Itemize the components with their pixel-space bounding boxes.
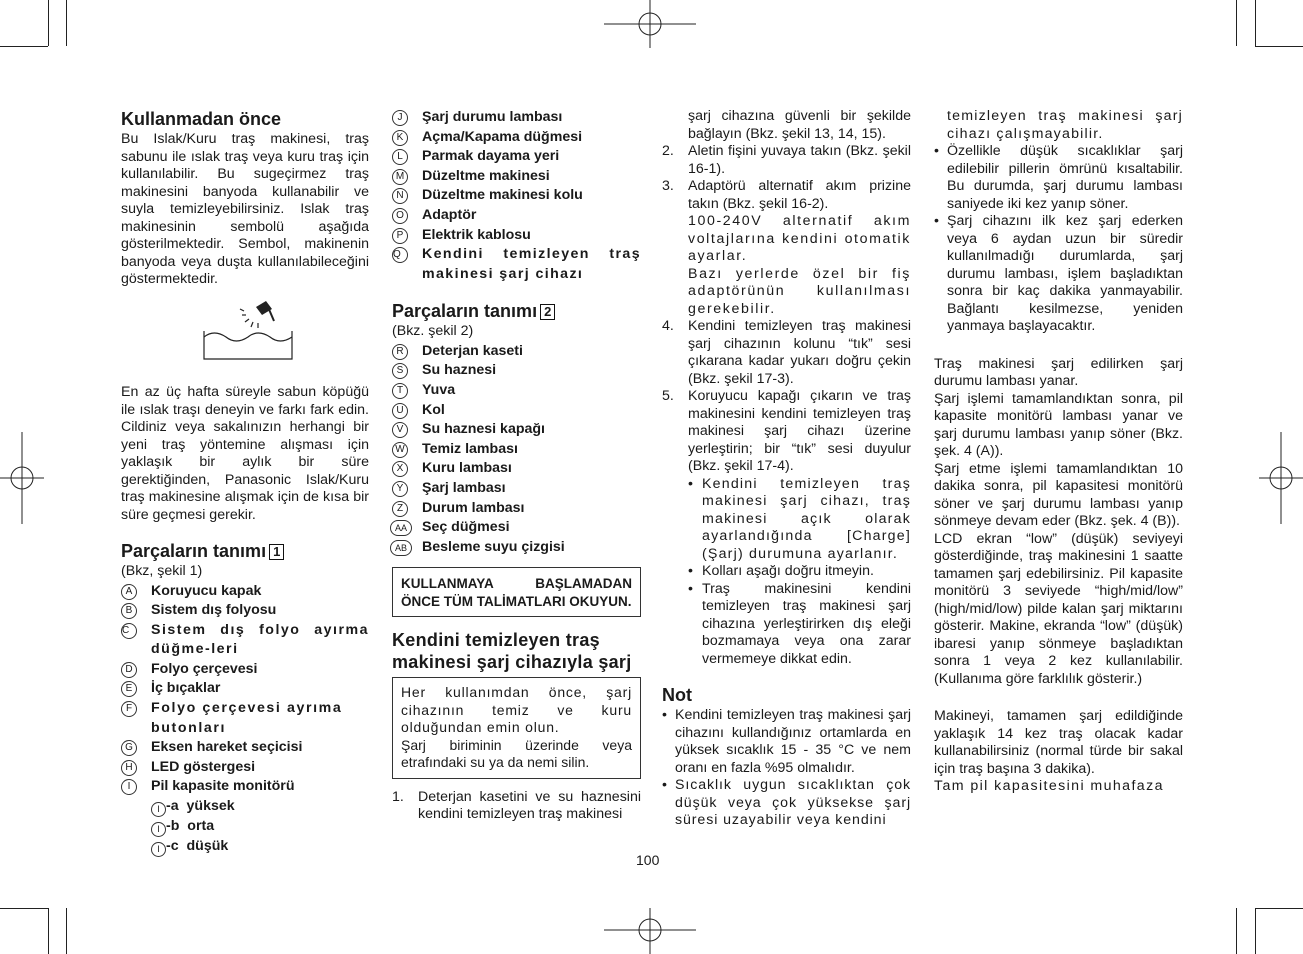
parts1-ref: (Bkz, şekil 1) [121, 563, 203, 579]
column-3 [662, 108, 911, 830]
step5-bullets [662, 476, 911, 669]
battery-capacity-paragraph: Tam pil kapasitesini muhafaza [934, 778, 1164, 794]
parts-list-2 [392, 342, 641, 558]
list-item: S Su haznesi [392, 361, 641, 381]
note-bullets [662, 707, 911, 830]
parts-list-1 [121, 582, 369, 798]
list-item: F Folyo çerçevesi ayrıma butonları [121, 699, 369, 738]
warning-box: KULLANMAYA BAŞLAMADAN ÖNCE TÜM TALİMATLARI OKUYUN. [392, 567, 641, 617]
heading-note: Not [662, 685, 692, 705]
list-item: 3. Adaptörü alternatif akım prizine takın (Bkz. şekil 16-2). [662, 178, 911, 212]
list-item: C Sistem dış folyo ayırma düğme-leri [122, 621, 369, 658]
heading-parts-2: Parçaların tanımı 2 [392, 300, 641, 322]
crop-mark [0, 908, 48, 909]
list-item: X Kuru lambası [392, 459, 641, 479]
list-item: H LED göstergesi [121, 758, 369, 778]
list-item: 5. Koruyucu kapağı çıkarın ve traş makinesini kendini temizleyen traş makinesi şarj cihazı üzerine yerleştirin; bir “tık” sesi duyulur (Bkz. şekil 17-4). [662, 388, 911, 474]
list-item: P Elektrik kablosu [392, 226, 641, 246]
after-10-min-paragraph: Şarj etme işlemi tamamlandıktan 10 dakika sonra, pil kapasitesi monitörü söner ve şarj durumu lambası yanıp sönmeye devam eder (Bkz. şek. 4 (B)). [934, 460, 1183, 529]
parts2-ref: (Bkz. şekil 2) [392, 323, 474, 340]
figure-number-badge: 2 [540, 304, 555, 320]
note-continued: temizleyen traş makinesi şarj cihazı çalışmayabilir. [947, 108, 1183, 142]
intro-paragraph: Bu Islak/Kuru traş makinesi, traş sabunu ile ıslak traş veya kuru traş için kullanılabilir. Bu sugeçirmez traş makinesini banyoda kullanabilir ve suyla temizleyebilirsiniz. Islak traş makinesinin sembolü aşağıda gösterilmektedir. Sembol, makinenin banyoda veya duşta kullanılabileceğini göstermektedir. [121, 131, 369, 287]
list-item: W Temiz lambası [392, 440, 641, 460]
steps-list [392, 789, 641, 824]
crop-mark [1255, 46, 1303, 47]
column-1 [121, 108, 369, 857]
list-item: E İç bıçaklar [121, 679, 369, 699]
charging-paragraph: Traş makinesi şarj edilirken şarj durumu lambası yanar. [934, 355, 1183, 389]
list-item: N Düzeltme makinesi kolu [392, 186, 641, 206]
step1-continued: şarj cihazına güvenli bir şekilde bağlayın (Bkz. şekil 13, 14, 15). [688, 108, 911, 142]
list-item: G Eksen hareket seçicisi [121, 738, 369, 758]
list-item: Y Şarj lambası [392, 479, 641, 499]
steps-list [662, 143, 911, 213]
list-item: R Deterjan kaseti [392, 342, 641, 362]
crop-mark [1236, 908, 1237, 954]
lcd-low-paragraph: LCD ekran “low” (düşük) seviyeyi gösterdiğinde, traş makinesini 1 saatte tamamen şarj edebilirsiniz. Pil kapasite monitörü 3 seviyede “high/mid/low” (high/mid/low) pilde kalan şarj miktarını gösterir. Makine, ekranda “low” (düşük) ibaresi yanıp sönmeye başladıktan sonra 1 veya 2 kez kullanılabilir. (Kullanıma göre farklılık gösterir.) [934, 530, 1183, 687]
crop-mark [1255, 908, 1256, 954]
registration-mark-icon [604, 908, 696, 954]
crop-mark [1255, 908, 1303, 909]
list-item: AB Besleme suyu çizgisi [392, 538, 641, 558]
list-item: O Adaptör [392, 206, 641, 226]
list-item: I -c düşük [151, 837, 369, 857]
info-box: Her kullanımdan önce, şarj cihazının temiz ve kuru olduğundan emin olun. Şarj biriminin üzerinde veya etrafındaki su ya da nemi silin. [392, 677, 641, 779]
crop-mark [1255, 0, 1256, 46]
list-item: D Folyo çerçevesi [121, 660, 369, 680]
crop-mark [66, 908, 67, 954]
list-item: • Özellikle düşük sıcaklıklar şarj edilebilir pillerin ömrünü kısaltabilir. Bu durumda, şarj durumu lambası saniyede iki kez yanıp söner. [934, 143, 1183, 212]
figure-number-badge: 1 [269, 544, 284, 560]
list-item: J Şarj durumu lambası [392, 108, 641, 128]
list-item: • Kendini temizleyen traş makinesi şarj cihazı, traş makinesi açık olarak ayarlandığında [Charge] (Şarj) durumuna ayarlanır. [688, 475, 911, 562]
list-item: Q Kendini temizleyen traş makinesi şarj cihazı [393, 246, 641, 282]
list-item: M Düzeltme makinesi [392, 167, 641, 187]
page-number: 100 [636, 852, 660, 868]
list-item: L Parmak dayama yeri [392, 147, 641, 167]
parts-list-1-cont [392, 108, 641, 284]
step3-adaptor: Bazı yerlerde özel bir fiş adaptörünün kullanılması gerekebilir. [688, 265, 911, 317]
charge-complete-paragraph: Şarj işlemi tamamlandıktan sonra, pil kapasite monitörü lambası yanar ve şarj durumu lambası yanıp söner (Bkz. şek. 4 (A)). [934, 390, 1183, 459]
crop-mark [48, 908, 49, 954]
wet-shave-paragraph: En az üç hafta süreyle sabun köpüğü ile ıslak traşı deneyin ve farkı fark edin. Cildiniz veya sakalınızın herhangi bir yeni traş yöntemine alışması için yaklaşık bir aylık bir süre gerektiğinden, Panasonic Islak/Kuru traş makinesine alışmak için de kısa bir süre geçmesi gerekir. [121, 384, 369, 523]
column-2 [392, 108, 641, 824]
list-item: T Yuva [392, 381, 641, 401]
list-item: V Su haznesi kapağı [392, 420, 641, 440]
list-item: 4. Kendini temizleyen traş makinesi şarj cihazının kolunu “tık” sesi çıkarana kadar yukarı doğru çekin (Bkz. şekil 17-3). [662, 318, 911, 387]
list-item: • Traş makinesini kendini temizleyen traş makinesi şarj cihazına yerleştirirken dış eleği bozmamaya veya ona zarar vermemeye dikkat edin. [688, 580, 911, 667]
crop-mark [48, 0, 49, 46]
crop-mark [1236, 0, 1237, 46]
list-item: K Açma/Kapama düğmesi [392, 128, 641, 148]
list-item: 1. Deterjan kasetini ve su haznesini kendini temizleyen traş makinesi [392, 788, 641, 823]
registration-mark-icon [0, 432, 44, 524]
list-item: I Pil kapasite monitörü [121, 777, 369, 797]
list-item: I -a yüksek [151, 797, 369, 817]
crop-mark [66, 0, 67, 46]
list-item: • Şarj cihazını ilk kez şarj ederken veya 6 aydan uzun bir süredir kullanılmadığı durumlarda, şarj durumu lambası, işlem başladıktan sonra bir kaç dakika yanmayabilir. Bağlantı kesilmezse, yeniden yanmaya başlayacaktır. [934, 213, 1183, 334]
heading-charger: Kendini temizleyen traş makinesi şarj cihazıyla şarj [392, 630, 632, 673]
list-item: Z Durum lambası [392, 499, 641, 519]
heading-parts-1: Parçaların tanımı 1 [121, 540, 369, 562]
registration-mark-icon [604, 0, 696, 48]
list-item: I -b orta [151, 817, 369, 837]
note-bullets [934, 143, 1183, 336]
step3-voltage: 100-240V alternatif akım voltajlarına kendini otomatik ayarlar. [688, 213, 911, 264]
list-item: AA Seç düğmesi [392, 518, 641, 538]
heading-before-use: Kullanmadan önce [121, 109, 282, 129]
list-item: • Sıcaklık uygun sıcaklıktan çok düşük veya çok yüksekse şarj süresi uzayabilir veya kendini [662, 777, 911, 828]
list-item: U Kol [392, 401, 641, 421]
registration-mark-icon [1259, 432, 1303, 524]
column-4 [934, 108, 1183, 796]
list-item: 2. Aletin fişini yuvaya takın (Bkz. şekil 16-1). [662, 143, 911, 177]
shower-bath-icon [198, 297, 298, 373]
shave-count-paragraph: Makineyi, tamamen şarj edildiğinde yaklaşık 14 kez traş olacak kadar kullanabilirsiniz (normal türde bir sakal için traş başına 3 dakika). [934, 708, 1183, 777]
steps-list [662, 318, 911, 476]
battery-levels-list [121, 797, 369, 857]
list-item: • Kolları aşağı doğru itmeyin. [688, 563, 874, 579]
crop-mark [0, 46, 48, 47]
list-item: A Koruyucu kapak [121, 582, 369, 602]
list-item: B Sistem dış folyosu [121, 601, 369, 621]
list-item: • Kendini temizleyen traş makinesi şarj cihazını kullandığınız ortamlarda en yüksek sıcaklık 15 - 35 °C ve nem oranı en fazla %95 olmalıdır. [662, 707, 911, 776]
